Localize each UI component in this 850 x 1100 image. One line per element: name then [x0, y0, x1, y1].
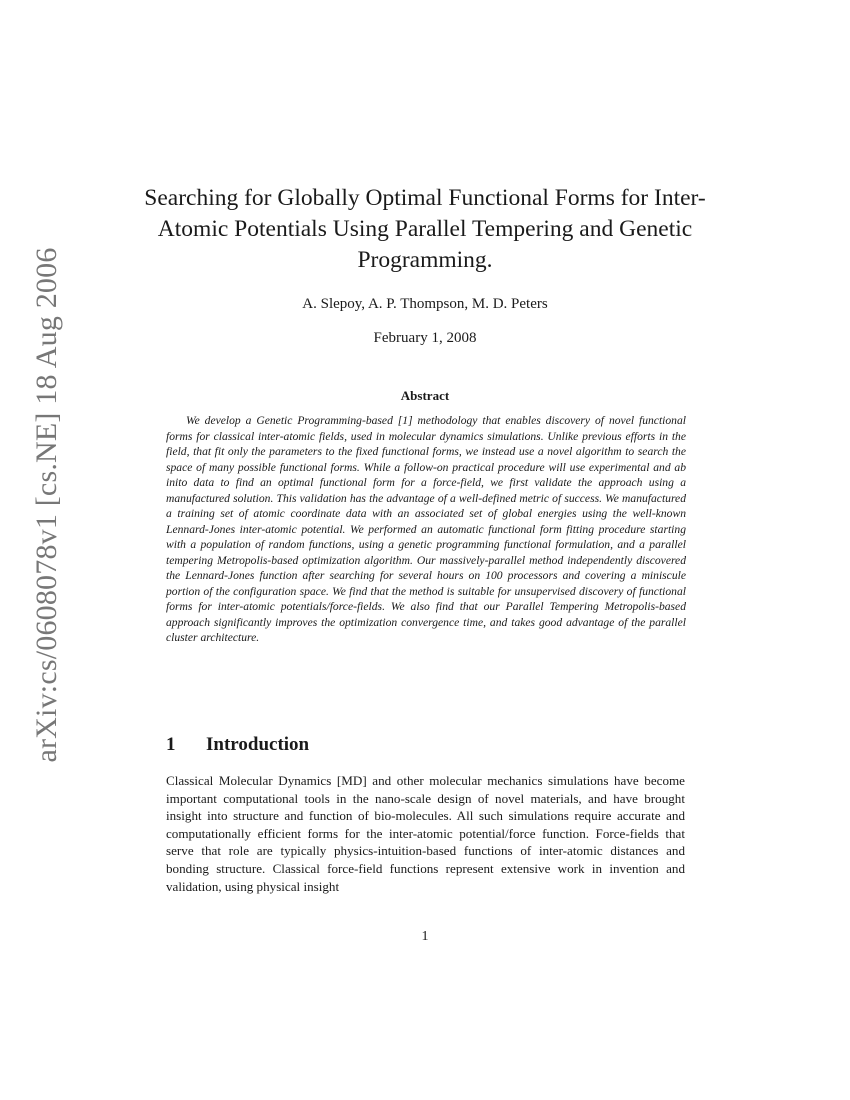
page-number: 1 — [421, 929, 429, 944]
author-list: A. Slepoy, A. P. Thompson, M. D. Peters — [302, 296, 548, 312]
section-number: 1 — [166, 734, 176, 755]
publication-date: February 1, 2008 — [373, 330, 477, 346]
section-title: Introduction — [206, 734, 310, 755]
paper-title: Searching for Globally Optimal Functional Forms for Inter-Atomic Potentials Using Parallel Tempering and Genetic Programming. — [144, 185, 706, 273]
introduction-text: Classical Molecular Dynamics [MD] and other molecular mechanics simulations have become important computational tools in the nano-scale design of novel materials, and have brought insight into structure and function of bio-molecules. All such simulations require accurate and computationally efficient forms for the inter-atomic potential/force function. Force-fields that serve that role are typically physics-intuition-based functions of inter-atomic distances and bonding structure. Classical force-field functions represent extensive work in invention and validation, using physical insight — [166, 773, 685, 894]
section-heading — [166, 734, 309, 756]
abstract-heading: Abstract — [400, 388, 450, 403]
arxiv-identifier: arXiv:cs/0608078v1 [cs.NE] 18 Aug 2006 — [30, 247, 63, 763]
abstract-text: We develop a Genetic Programming-based [1] methodology that enables discovery of novel functional forms for classical inter-atomic fields, used in molecular dynamics simulations. Unlike previous efforts in the field, that fit only the parameters to the fixed functional forms, we instead use a novel algorithm to search the space of many possible functional forms. While a follow-on practical procedure will use experimental and ab inito data to find an optimal functional form for a force-field, we first validate the approach using a manufactured solution. This validation has the advantage of a well-defined metric of success. We manufactured a training set of atomic coordinate data with an associated set of global energies using the well-known Lennard-Jones inter-atomic potential. We performed an automatic functional form fitting procedure starting with a population of random functions, using a genetic programming functional formulation, and a parallel tempering Metropolis-based optimization algorithm. Our massively-parallel method independently discovered the Lennard-Jones function after searching for several hours on 100 processors and covering a miniscule portion of the configuration space. We find that the method is suitable for unsupervised discovery of functional forms for inter-atomic potentials/force-fields. We also find that our Parallel Tempering Metropolis-based approach significantly improves the optimization convergence time, and takes good advantage of the parallel cluster architecture. — [166, 414, 686, 644]
